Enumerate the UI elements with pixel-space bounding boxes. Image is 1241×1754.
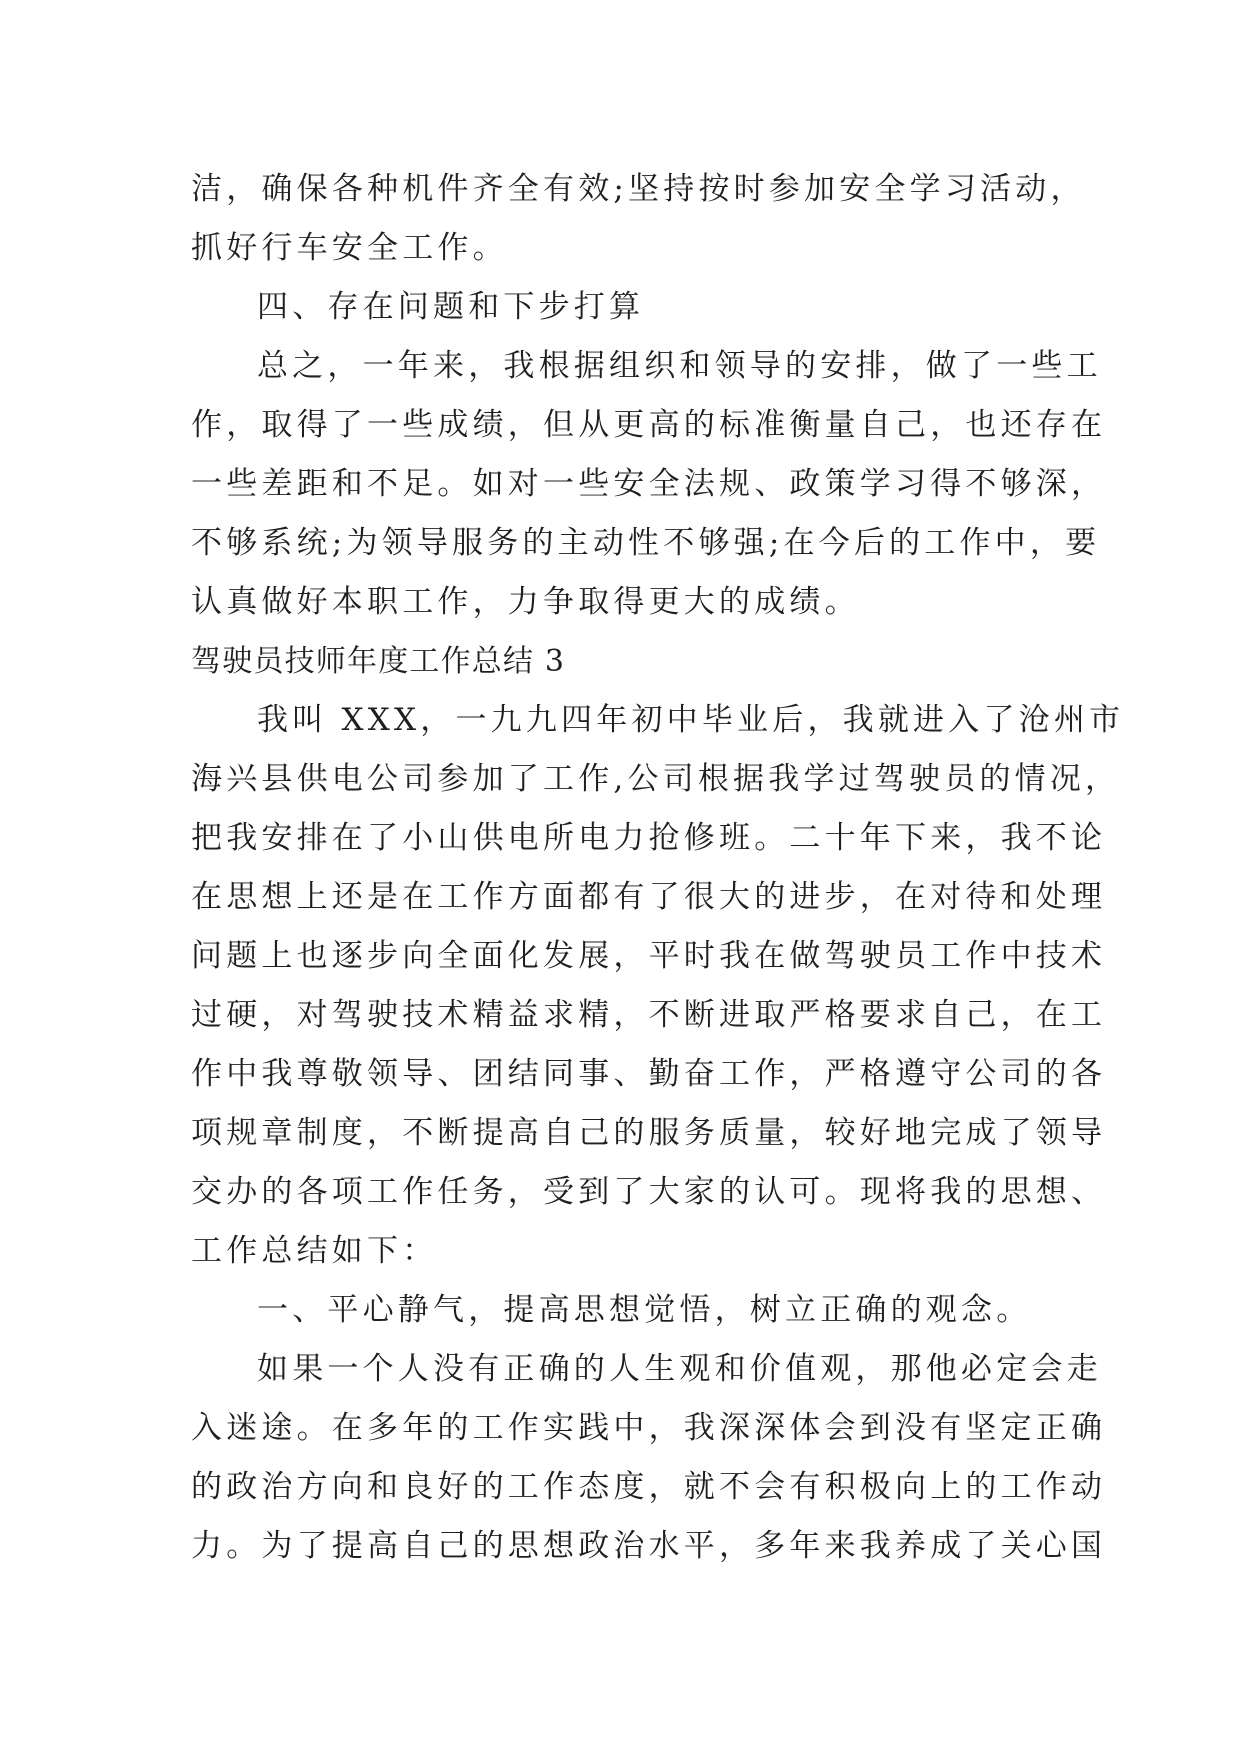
text-line: 抓好行车安全工作。: [191, 230, 508, 266]
text-line: 过硬，对驾驶技术精益求精，不断进取严格要求自己，在工: [191, 997, 1107, 1033]
text-line: 入迷途。在多年的工作实践中，我深深体会到没有坚定正确: [191, 1410, 1107, 1446]
text-line: 如果一个人没有正确的人生观和价值观，那他必定会走: [257, 1351, 1102, 1387]
text-line: 的政治方向和良好的工作态度，就不会有积极向上的工作动: [191, 1469, 1107, 1505]
text-line: 不够系统;为领导服务的主动性不够强;在今后的工作中，要: [191, 525, 1101, 561]
text-line: 把我安排在了小山供电所电力抢修班。二十年下来，我不论: [191, 820, 1107, 856]
text-line: 作中我尊敬领导、团结同事、勤奋工作，严格遵守公司的各: [191, 1056, 1107, 1092]
text-line: 我叫 XXX，一九九四年初中毕业后，我就进入了沧州市: [257, 702, 1125, 738]
text-line: 认真做好本职工作，力争取得更大的成绩。: [191, 584, 860, 620]
text-line: 在思想上还是在工作方面都有了很大的进步，在对待和处理: [191, 879, 1107, 915]
text-line: 交办的各项工作任务，受到了大家的认可。现将我的思想、: [191, 1174, 1107, 1210]
text-line: 一些差距和不足。如对一些安全法规、政策学习得不够深，: [191, 466, 1107, 502]
document-title: 驾驶员技师年度工作总结 3: [191, 644, 566, 679]
text-line: 问题上也逐步向全面化发展，平时我在做驾驶员工作中技术: [191, 938, 1107, 974]
text-line: 作，取得了一些成绩，但从更高的标准衡量自己，也还存在: [191, 407, 1107, 443]
section-heading: 一、平心静气，提高思想觉悟，树立正确的观念。: [257, 1292, 1032, 1328]
text-line: 工作总结如下：: [191, 1233, 438, 1269]
text-line: 项规章制度，不断提高自己的服务质量，较好地完成了领导: [191, 1115, 1107, 1151]
text-line: 力。为了提高自己的思想政治水平，多年来我养成了关心国: [191, 1528, 1107, 1564]
text-line: 总之，一年来，我根据组织和领导的安排，做了一些工: [257, 348, 1102, 384]
text-line: 海兴县供电公司参加了工作,公司根据我学过驾驶员的情况，: [191, 761, 1121, 797]
text-line: 洁，确保各种机件齐全有效;坚持按时参加安全学习活动，: [191, 171, 1086, 207]
document-body: [191, 160, 1125, 1576]
section-heading: 四、存在问题和下步打算: [257, 289, 645, 325]
